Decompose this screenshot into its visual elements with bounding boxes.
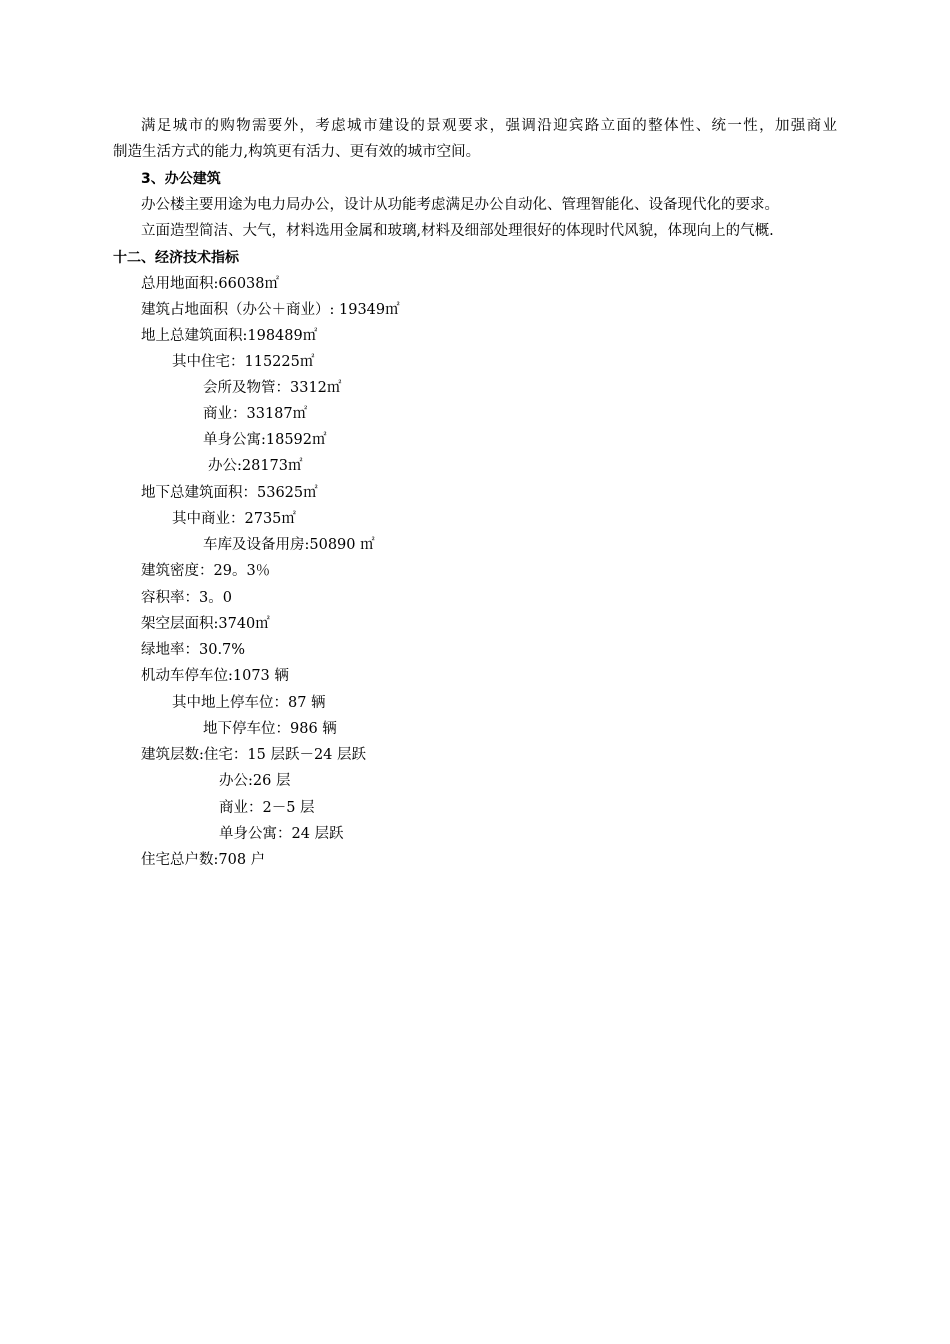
indicator-total-land-area: 总用地面积:66038㎡	[141, 276, 280, 292]
indicator-plot-ratio: 容积率：3。0	[141, 590, 232, 606]
indicator-office-area: 办公:28173㎡	[208, 458, 303, 474]
indicator-floors-apartment: 单身公寓：24 层跃	[219, 826, 344, 842]
indicator-apartment-area: 单身公寓:18592㎡	[203, 432, 327, 448]
indicator-stilt-floor-area: 架空层面积:3740㎡	[141, 616, 270, 632]
section-12-heading: 十二、经济技术指标	[113, 250, 239, 266]
indicator-green-ratio: 绿地率：30.7%	[141, 642, 246, 658]
section-3-paragraph-2: 立面造型简洁、大气，材料选用金属和玻璃,材料及细部处理很好的体现时代风貌，体现向上的气概.	[141, 223, 774, 239]
section-3-paragraph-1: 办公楼主要用途为电力局办公，设计从功能考虑满足办公自动化、管理智能化、设备现代化的要求。	[141, 197, 779, 213]
indicator-commercial-area: 商业：33187㎡	[203, 406, 308, 422]
intro-paragraph-line-2: 制造生活方式的能力,构筑更有活力、更有效的城市空间。	[113, 144, 481, 160]
indicator-underground-parking: 地下停车位：986 辆	[203, 721, 337, 737]
indicator-underground-area: 地下总建筑面积：53625㎡	[141, 485, 318, 501]
indicator-underground-commercial: 其中商业：2735㎡	[172, 511, 296, 527]
indicator-floors-commercial: 商业：2－5 层	[219, 800, 315, 816]
indicator-above-ground-area: 地上总建筑面积:198489㎡	[141, 328, 318, 344]
indicator-above-ground-parking: 其中地上停车位：87 辆	[172, 695, 326, 711]
indicator-parking-spaces: 机动车停车位:1073 辆	[141, 668, 289, 684]
indicator-floors-office: 办公:26 层	[219, 773, 291, 789]
section-3-heading: 3、办公建筑	[141, 171, 221, 187]
indicator-clubhouse-area: 会所及物管：3312㎡	[203, 380, 342, 396]
intro-paragraph-line-1: 满足城市的购物需要外，考虑城市建设的景观要求，强调沿迎宾路立面的整体性、统一性，加强商业	[141, 118, 837, 134]
indicator-building-footprint: 建筑占地面积（办公＋商业）: 19349㎡	[141, 302, 400, 318]
indicator-floors-residential: 建筑层数:住宅：15 层跃－24 层跃	[141, 747, 367, 763]
indicator-building-density: 建筑密度：29。3％	[141, 563, 271, 579]
indicator-garage-area: 车库及设备用房:50890 ㎡	[203, 537, 375, 553]
indicator-residential-area: 其中住宅：115225㎡	[172, 354, 315, 370]
indicator-total-households: 住宅总户数:708 户	[141, 852, 266, 868]
